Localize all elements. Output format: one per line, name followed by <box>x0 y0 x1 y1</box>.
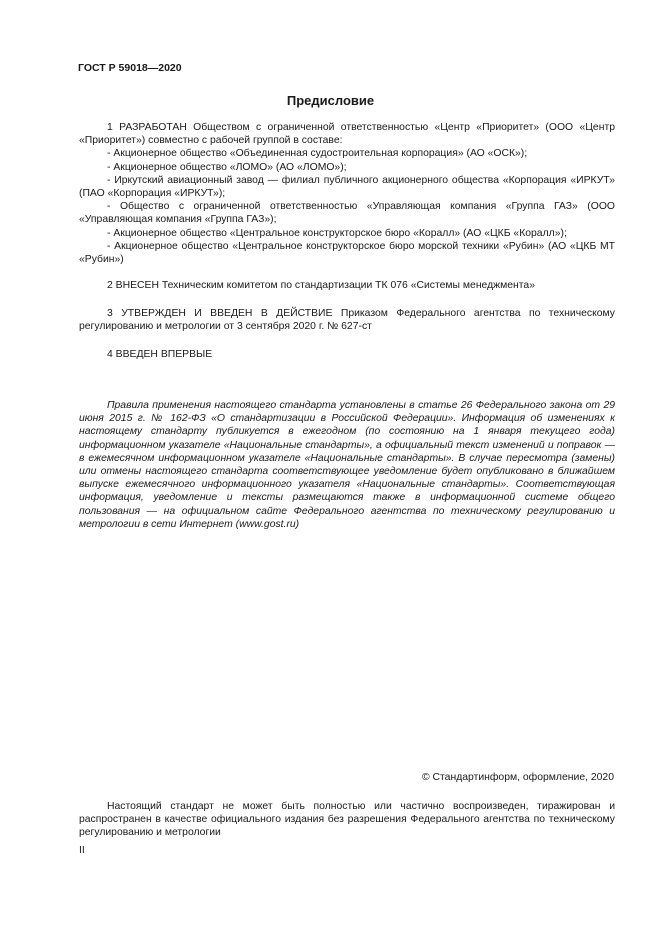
copyright-line: © Стандартинформ, оформление, 2020 <box>421 772 614 783</box>
section-developed-by <box>79 121 615 266</box>
document-header: ГОСТ Р 59018—2020 <box>78 62 182 74</box>
section-submitted-by <box>79 279 615 292</box>
section1-intro: 1 РАЗРАБОТАН Обществом с ограниченной ответственностью «Центр «Приоритет» (ООО «Центр «Приоритет») совместно с рабочей группой в составе: <box>79 122 615 147</box>
section2-text: 2 ВНЕСЕН Техническим комитетом по стандартизации ТК 076 «Системы менеджмента» <box>107 280 535 291</box>
participant-item: - Акционерное общество «Центральное конструкторское бюро морской техники «Рубин» (АО «ЦКБ МТ «Рубин») <box>79 240 615 266</box>
reproduction-notice: Настоящий стандарт не может быть полностью или частично воспроизведен, тиражирован и распространен в качестве официального издания без разрешения Федерального агентства по техническому регулированию и метрологии <box>79 801 615 839</box>
notice-text: Правила применения настоящего стандарта установлены в статье 26 Федерального закона от 29 июня 2015 г. № 162-ФЗ «О стандартизации в Российской Федерации». Информация об изменениях к настоящему стандарту публикуется в ежегодном (по состоянию на 1 января текущего года) информационном указателе «Национальные стандарты», а официальный текст изменений и поправок — в ежемесячном информационном указателе «Национальные стандарты». В случае пересмотра (замены) или отмены настоящего стандарта соответствующее уведомление будет опубликовано в ближайшем выпуске ежемесячного информационного указателя «Национальные стандарты». Соответствующая информация, уведомление и тексты размещаются также в информационной системе общего пользования — на официальном сайте Федерального агентства по техническому регулированию и метрологии в сети Интернет (www.gost.ru) <box>79 400 615 530</box>
section-approved <box>79 307 615 333</box>
application-rules-notice <box>79 399 615 531</box>
section4-text: 4 ВВЕДЕН ВПЕРВЫЕ <box>107 349 213 360</box>
participant-item: - Общество с ограниченной ответственностью «Управляющая компания «Группа ГАЗ» (ООО «Управляющая компания «Группа ГАЗ»); <box>79 201 615 226</box>
page-number: II <box>79 845 85 856</box>
participant-item: - Акционерное общество «ЛОМО» (АО «ЛОМО»); <box>107 161 347 173</box>
section-first-introduced <box>79 348 615 361</box>
participant-item: - Акционерное общество «Центральное конструкторское бюро «Коралл» (АО «ЦКБ «Коралл»); <box>107 227 567 239</box>
participant-item: - Акционерное общество «Объединенная судостроительная корпорация» (АО «ОСК»); <box>107 148 528 160</box>
section3-text: 3 УТВЕРЖДЕН И ВВЕДЕН В ДЕЙСТВИЕ Приказом Федерального агентства по техническому регулированию и метрологии от 3 сентября 2020 г. № 627-ст <box>79 308 615 333</box>
participant-item: - Иркутский авиационный завод — филиал публичного акционерного общества «Корпорация «ИРКУТ» (ПАО «Корпорация «ИРКУТ»); <box>79 174 615 200</box>
page-title: Предисловие <box>286 93 375 108</box>
